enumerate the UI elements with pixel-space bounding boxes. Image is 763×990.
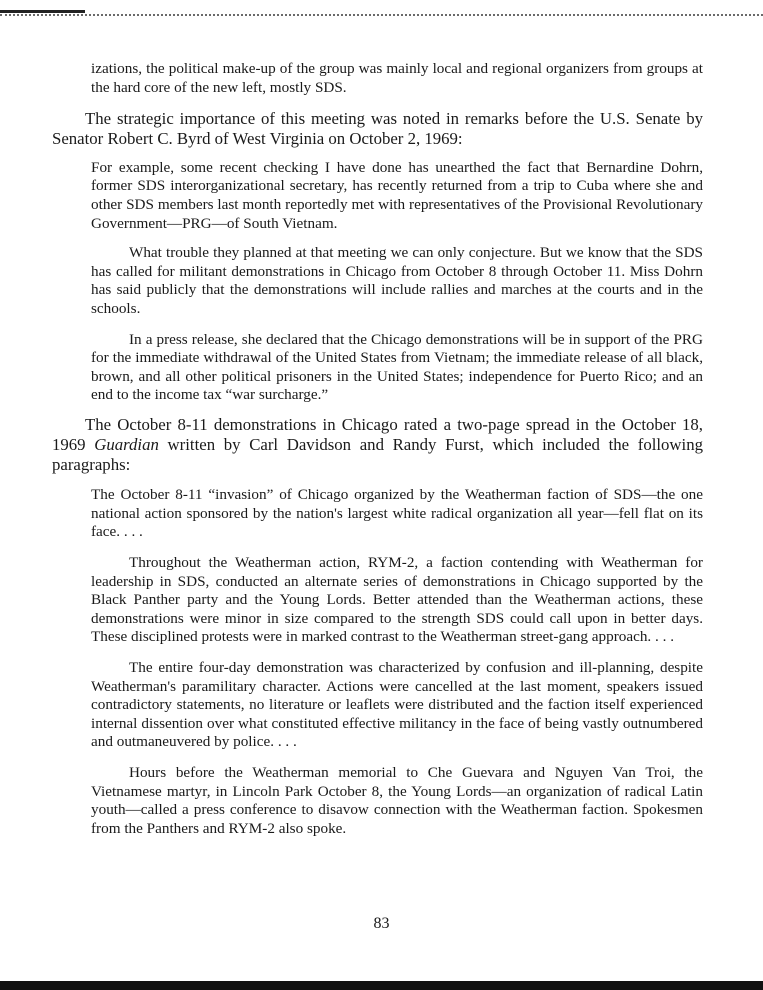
bottom-border-rule <box>0 981 763 990</box>
guardian-title: Guardian <box>94 434 159 454</box>
quote-paragraph-3: In a press release, she declared that the Chicago demonstrations will be in support of the PRG for the immediate withdrawal of the United States from Vietnam; the immediate release of all black, brown, and all other political prisoners in the United States; independence for Puerto Rico; and an end to the income tax “war surcharge.” <box>91 330 703 404</box>
quote-paragraph-1: For example, some recent checking I have done has unearthed the fact that Bernardine Dohrn, former SDS interorganizational secretary, has recently returned from a trip to Cuba where she and other SDS members last month reportedly met with representatives of the Provisional Revolutionary Government—PRG—of South Vietnam. <box>91 158 703 232</box>
body-paragraph-guardian-intro <box>52 415 703 474</box>
body-paragraph-byrd-intro: The strategic importance of this meeting was noted in remarks before the U.S. Senate by Senator Robert C. Byrd of West Virginia on October 2, 1969: <box>52 109 703 148</box>
quote-paragraph-6: The entire four-day demonstration was characterized by confusion and ill-planning, despite Weatherman's paramilitary character. Actions were cancelled at the last moment, speakers issued contradictory statements, no literature or leaflets were distributed and the faction itself experienced internal dissention over what constituted effective militancy in the face of being vastly outnumbered and outmaneuvered by police. . . . <box>91 659 703 751</box>
quote-paragraph-5: Throughout the Weatherman action, RYM-2, a faction contending with Weatherman for leadership in SDS, conducted an alternate series of demonstrations in Chicago supported by the Black Panther party and the Young Lords. Better attended than the Weatherman actions, these demonstrations were minor in size compared to the strength SDS could call upon in better days. These disciplined protests were in marked contrast to the Weatherman street-gang approach. . . . <box>91 554 703 646</box>
page-body <box>0 60 763 838</box>
guardian-intro-text-b: written by Carl Davidson and Randy Furst, which included the following paragraphs: <box>52 434 703 474</box>
page-number: 83 <box>373 915 390 932</box>
quote-paragraph-7: Hours before the Weatherman memorial to Che Guevara and Nguyen Van Troi, the Vietnamese martyr, in Lincoln Park October 8, the Young Lords—an organization of radical Latin youth—called a press conference to disavow connection with the Weatherman faction. Spokesmen from the Panthers and RYM-2 also spoke. <box>91 764 703 837</box>
guardian-intro-text-a: The October 8-11 demonstrations in Chicago rated a two-page spread in the October 18, 1969 <box>52 414 703 454</box>
top-border-rule <box>0 0 763 16</box>
quote-paragraph-4: The October 8-11 “invasion” of Chicago organized by the Weatherman faction of SDS—the one national action sponsored by the nation's largest white radical organization all year—fell flat on its face. . . . <box>91 486 703 541</box>
quote-paragraph-2: What trouble they planned at that meeting we can only conjecture. But we know that the SDS has called for militant demonstrations in Chicago from October 8 through October 11. Miss Dohrn has said publicly that the demonstrations will include rallies and marches at the courts and in the schools. <box>91 244 703 317</box>
continued-paragraph: izations, the political make-up of the group was mainly local and regional organizers from groups at the hard core of the new left, mostly SDS. <box>91 60 703 96</box>
